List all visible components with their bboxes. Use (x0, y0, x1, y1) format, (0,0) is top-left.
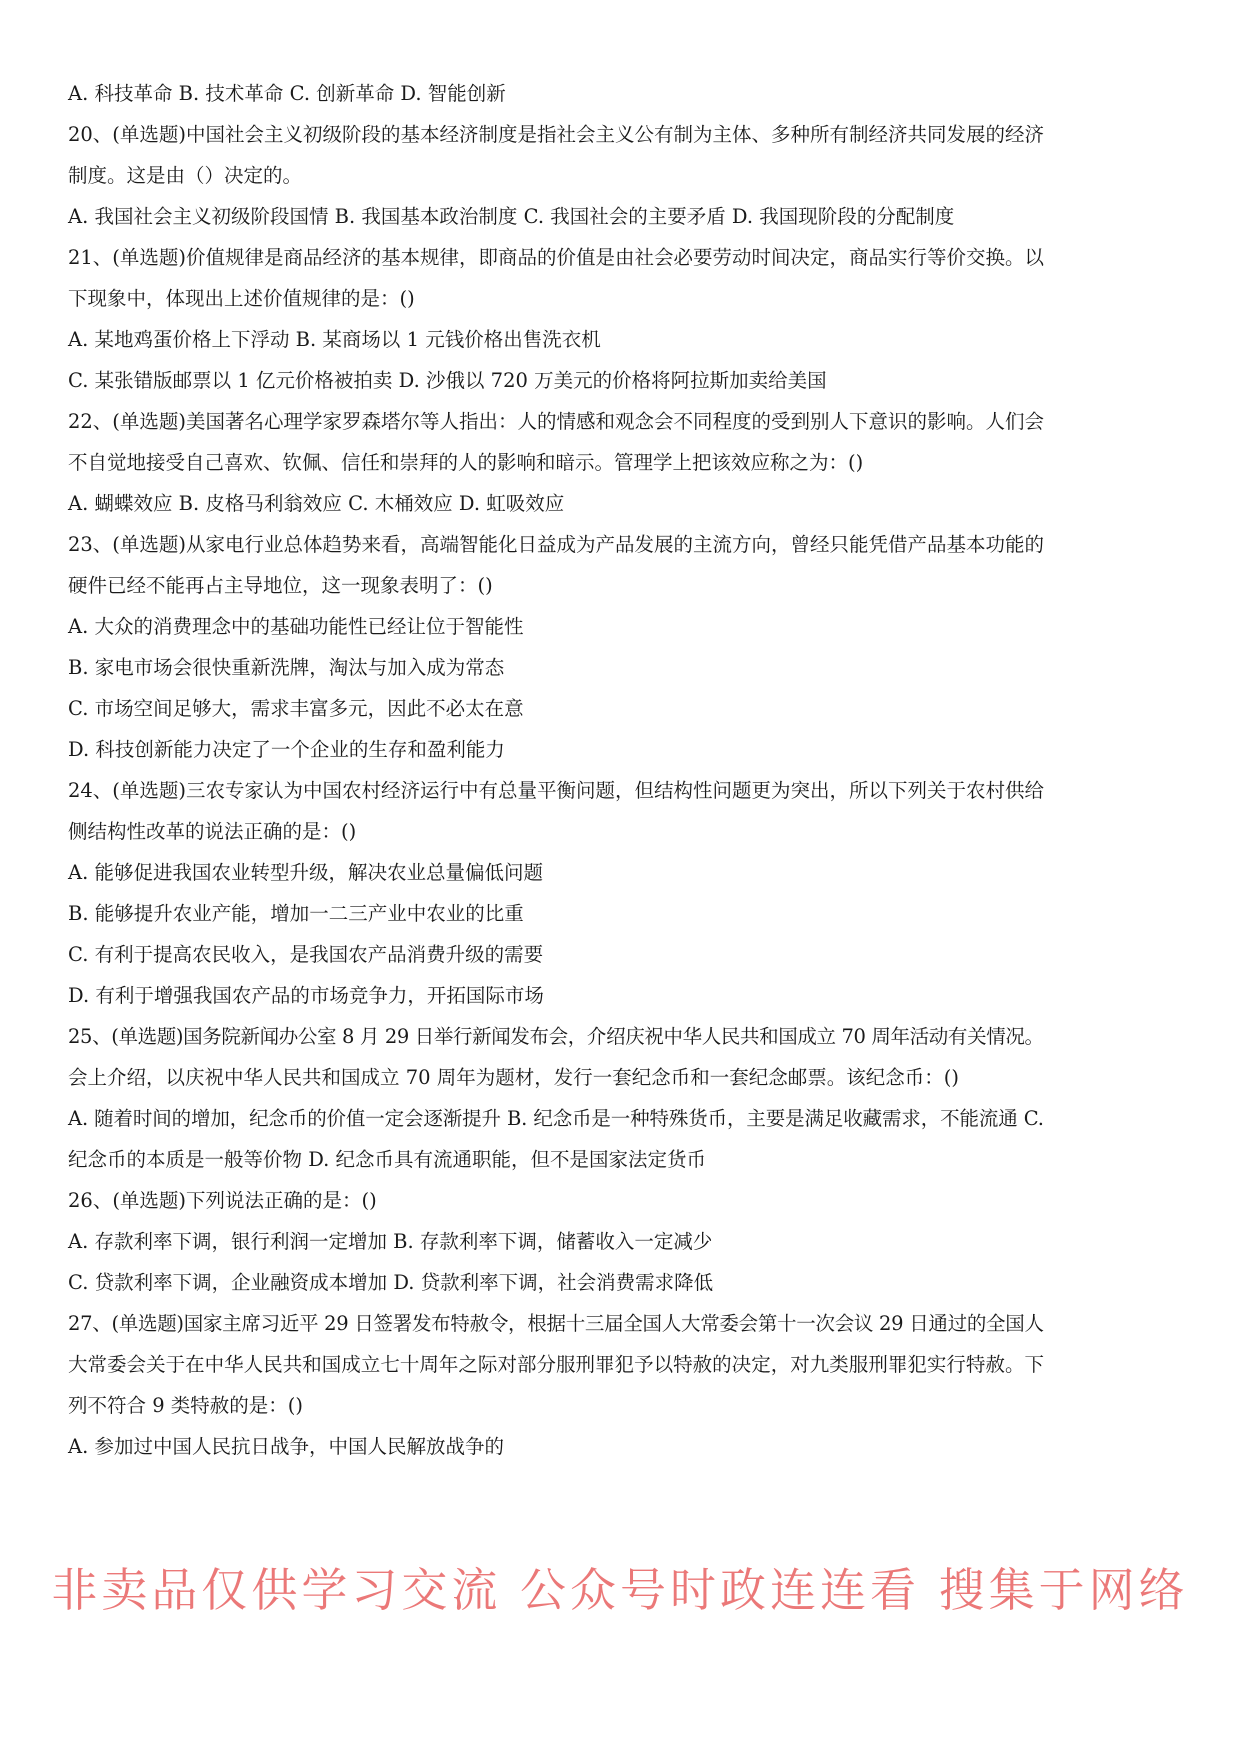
question-25: 25、(单选题)国务院新闻办公室 8 月 29 日举行新闻发布会，介绍庆祝中华人民共和国成立 70 周年活动有关情况。 (68, 1025, 1044, 1048)
question-24: 24、(单选题)三农专家认为中国农村经济运行中有总量平衡问题，但结构性问题更为突出，所以下列关于农村供给 (68, 779, 1044, 802)
option-line: 纪念币的本质是一般等价物 D. 纪念币具有流通职能，但不是国家法定货币 (68, 1148, 707, 1171)
option-line: C. 市场空间足够大，需求丰富多元，因此不必太在意 (68, 697, 524, 720)
option-line: D. 有利于增强我国农产品的市场竞争力，开拓国际市场 (68, 984, 544, 1007)
document-page (68, 73, 1044, 1467)
question-22: 22、(单选题)美国著名心理学家罗森塔尔等人指出：人的情感和观念会不同程度的受到别人下意识的影响。人们会 (68, 410, 1044, 433)
question-27: 27、(单选题)国家主席习近平 29 日签署发布特赦令，根据十三届全国人大常委会第十一次会议 29 日通过的全国人 (68, 1312, 1044, 1335)
option-line: A. 某地鸡蛋价格上下浮动 B. 某商场以 1 元钱价格出售洗衣机 (68, 328, 601, 351)
question-line: 会上介绍，以庆祝中华人民共和国成立 70 周年为题材，发行一套纪念币和一套纪念邮票。该纪念币：() (68, 1066, 959, 1089)
question-line: 硬件已经不能再占主导地位，这一现象表明了：() (68, 574, 493, 597)
question-20: 20、(单选题)中国社会主义初级阶段的基本经济制度是指社会主义公有制为主体、多种所有制经济共同发展的经济 (68, 123, 1044, 146)
option-line: A. 能够促进我国农业转型升级，解决农业总量偏低问题 (68, 861, 543, 884)
question-line: 列不符合 9 类特赦的是：() (68, 1394, 304, 1417)
option-line: A. 蝴蝶效应 B. 皮格马利翁效应 C. 木桶效应 D. 虹吸效应 (68, 492, 565, 515)
question-line: 不自觉地接受自己喜欢、钦佩、信任和崇拜的人的影响和暗示。管理学上把该效应称之为：() (68, 451, 864, 474)
option-line: C. 有利于提高农民收入，是我国农产品消费升级的需要 (68, 943, 544, 966)
option-line: A. 参加过中国人民抗日战争，中国人民解放战争的 (68, 1435, 504, 1458)
option-line: A. 存款利率下调，银行利润一定增加 B. 存款利率下调，储蓄收入一定减少 (68, 1230, 713, 1253)
option-line: B. 能够提升农业产能，增加一二三产业中农业的比重 (68, 902, 524, 925)
option-line: A. 大众的消费理念中的基础功能性已经让位于智能性 (68, 615, 524, 638)
question-line: 下现象中，体现出上述价值规律的是：() (68, 287, 415, 310)
option-line: A. 随着时间的增加，纪念币的价值一定会逐渐提升 B. 纪念币是一种特殊货币，主要是满足收藏需求，不能流通 C. (68, 1107, 1044, 1130)
option-line: A. 我国社会主义初级阶段国情 B. 我国基本政治制度 C. 我国社会的主要矛盾 D. 我国现阶段的分配制度 (68, 205, 955, 228)
question-26: 26、(单选题)下列说法正确的是：() (68, 1189, 377, 1212)
question-line: 大常委会关于在中华人民共和国成立七十周年之际对部分服刑罪犯予以特赦的决定，对九类服刑罪犯实行特赦。下 (68, 1353, 1045, 1376)
option-line: A. 科技革命 B. 技术革命 C. 创新革命 D. 智能创新 (68, 82, 506, 105)
question-23: 23、(单选题)从家电行业总体趋势来看，高端智能化日益成为产品发展的主流方向，曾经只能凭借产品基本功能的 (68, 533, 1044, 556)
option-line: C. 某张错版邮票以 1 亿元价格被拍卖 D. 沙俄以 720 万美元的价格将阿拉斯加卖给美国 (68, 369, 827, 392)
option-line: C. 贷款利率下调，企业融资成本增加 D. 贷款利率下调，社会消费需求降低 (68, 1271, 714, 1294)
question-line: 侧结构性改革的说法正确的是：() (68, 820, 357, 843)
question-line: 制度。这是由（）决定的。 (68, 164, 303, 187)
option-line: B. 家电市场会很快重新洗牌，淘汰与加入成为常态 (68, 656, 505, 679)
watermark: 非卖品仅供学习交流 公众号时政连连看 搜集于网络 (51, 1563, 1189, 1617)
option-line: D. 科技创新能力决定了一个企业的生存和盈利能力 (68, 738, 505, 761)
question-21: 21、(单选题)价值规律是商品经济的基本规律，即商品的价值是由社会必要劳动时间决定，商品实行等价交换。以 (68, 246, 1044, 269)
